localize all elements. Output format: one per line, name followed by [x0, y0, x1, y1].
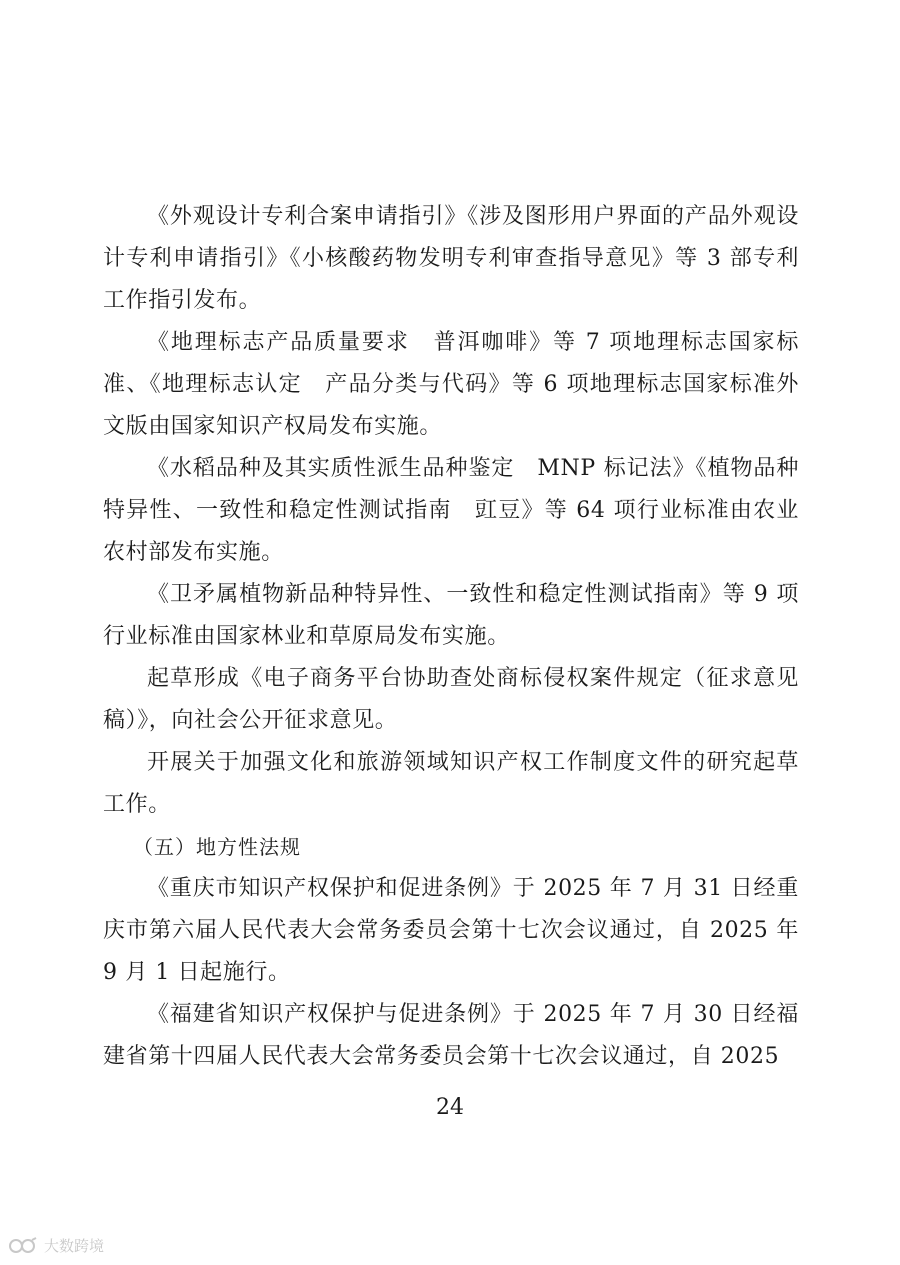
paragraph-forestry-standards: 《卫矛属植物新品种特异性、一致性和稳定性测试指南》等 9 项行业标准由国家林业和草原局发布实施。: [103, 582, 799, 649]
paragraph-geographical-indication-standards: 《地理标志产品质量要求 普洱咖啡》等 7 项地理标志国家标准、《地理标志认定 产品分类与代码》等 6 项地理标志国家标准外文版由国家知识产权局发布实施。: [103, 330, 799, 439]
watermark: [8, 1235, 104, 1256]
paragraph-chongqing-regulation: 《重庆市知识产权保护和促进条例》于 2025 年 7 月 31 日经重庆市第六届人民代表大会常务委员会第十七次会议通过，自 2025 年 9 月 1 日起施行。: [103, 876, 799, 985]
paragraph-patent-guidelines: 《外观设计专利合案申请指引》《涉及图形用户界面的产品外观设计专利申请指引》《小核酸药物发明专利审查指导意见》等 3 部专利工作指引发布。: [103, 204, 799, 313]
section-heading: （五）地方性法规: [133, 835, 301, 859]
paragraph-agriculture-standards: 《水稻品种及其实质性派生品种鉴定 MNP 标记法》《植物品种特异性、一致性和稳定性测试指南 豇豆》等 64 项行业标准由农业农村部发布实施。: [103, 456, 799, 565]
document-body: [103, 196, 799, 1078]
watermark-text: 大数跨境: [44, 1237, 105, 1255]
paragraph-ecommerce-draft: 起草形成《电子商务平台协助查处商标侵权案件规定（征求意见稿）》，向社会公开征求意见。: [103, 666, 799, 733]
paragraph-culture-tourism: 开展关于加强文化和旅游领域知识产权工作制度文件的研究起草工作。: [103, 750, 799, 817]
brand-logo-icon: [8, 1236, 38, 1256]
page-number: 24: [436, 1095, 464, 1120]
paragraph-fujian-regulation: 《福建省知识产权保护与促进条例》于 2025 年 7 月 30 日经福建省第十四届人民代表大会常务委员会第十七次会议通过，自 2025: [103, 1002, 799, 1069]
